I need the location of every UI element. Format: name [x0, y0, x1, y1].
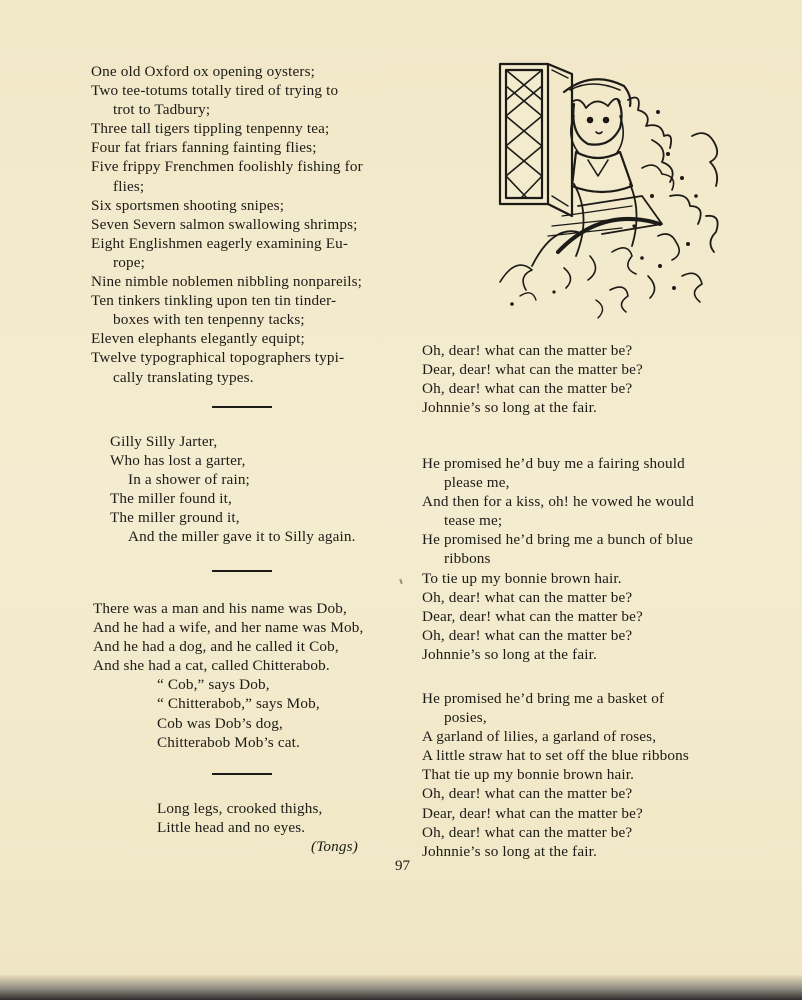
- verse-line: Cob was Dob’s dog,: [157, 714, 283, 732]
- verse-line: please me,: [444, 474, 510, 492]
- scan-bottom-edge: [0, 975, 802, 1000]
- verse-line: Oh, dear! what can the matter be?: [422, 626, 633, 644]
- verse-line: And then for a kiss, oh! he vowed he would: [422, 493, 695, 511]
- section-divider: [212, 570, 272, 572]
- verse-line: Nine nimble noblemen nibbling nonpareils;: [91, 273, 363, 291]
- matter-be-stanza-2: [422, 454, 732, 664]
- verse-line: Three tall tigers tippling tenpenny tea;: [91, 120, 330, 138]
- verse-line: Who has lost a garter,: [110, 452, 246, 470]
- verse-line: flies;: [113, 177, 145, 195]
- verse-line: He promised he’d bring me a basket of: [422, 690, 665, 707]
- matter-be-stanza-3: [422, 689, 732, 861]
- verse-line: In a shower of rain;: [128, 471, 250, 489]
- verse-line: One old Oxford ox opening oysters;: [91, 63, 316, 80]
- verse-line: tease me;: [444, 512, 503, 530]
- verse-line: Long legs, crooked thighs,: [157, 800, 323, 817]
- verse-line: Gilly Silly Jarter,: [110, 433, 218, 450]
- verse-line: Two tee-totums totally tired of trying to: [91, 82, 339, 100]
- verse-line: Seven Severn salmon swallowing shrimps;: [91, 215, 358, 233]
- verse-line: Four fat friars fanning fainting flies;: [91, 139, 317, 157]
- verse-line: Ten tinkers tinkling upon ten tin tinder-: [91, 292, 337, 310]
- verse-line: Oh, dear! what can the matter be?: [422, 588, 633, 606]
- verse-line: Six sportsmen shooting snipes;: [91, 196, 285, 214]
- verse-line: Little head and no eyes.: [157, 819, 306, 837]
- verse-line: Oh, dear! what can the matter be?: [422, 823, 633, 841]
- verse-line: boxes with ten tenpenny tacks;: [113, 311, 305, 329]
- verse-line: That tie up my bonnie brown hair.: [422, 766, 635, 784]
- dob-verse: [93, 599, 398, 752]
- verse-line: And he had a wife, and her name was Mob,: [93, 619, 364, 637]
- verse-line: Oh, dear! what can the matter be?: [422, 785, 633, 803]
- verse-line: ribbons: [444, 550, 491, 568]
- verse-line: He promised he’d bring me a bunch of blue: [422, 531, 694, 549]
- verse-line: Five frippy Frenchmen foolishly fishing for: [91, 158, 363, 176]
- verse-line: “ Chitterabob,” says Mob,: [157, 695, 320, 713]
- verse-line: Eight Englishmen eagerly examining Eu-: [91, 234, 349, 252]
- verse-line: Oh, dear! what can the matter be?: [422, 380, 633, 398]
- verse-line: A little straw hat to set off the blue ribbons: [422, 747, 689, 765]
- verse-line: Johnnie’s so long at the fair.: [422, 645, 597, 663]
- verse-line: cally translating types.: [113, 368, 254, 386]
- verse-line: The miller found it,: [110, 490, 232, 508]
- verse-line: The miller ground it,: [110, 509, 240, 527]
- verse-line: Dear, dear! what can the matter be?: [422, 361, 643, 379]
- gilly-silly-verse: [110, 432, 400, 547]
- verse-line: rope;: [113, 253, 145, 271]
- verse-line: And he had a dog, and he called it Cob,: [93, 638, 339, 656]
- verse-line: There was a man and his name was Dob,: [93, 600, 347, 617]
- page-number: 97: [395, 858, 410, 874]
- verse-line: trot to Tadbury;: [113, 101, 211, 119]
- verse-line: He promised he’d buy me a fairing should: [422, 455, 685, 472]
- verse-line: Chitterabob Mob’s cat.: [157, 733, 300, 751]
- verse-line: Dear, dear! what can the matter be?: [422, 607, 643, 625]
- riddle-answer: (Tongs): [311, 838, 358, 855]
- verse-line: Eleven elephants elegantly equipt;: [91, 330, 305, 348]
- verse-line: To tie up my bonnie brown hair.: [422, 569, 622, 587]
- section-divider: [212, 406, 272, 408]
- tongue-twister-verse: [91, 62, 393, 387]
- verse-line: “ Cob,” says Dob,: [157, 676, 270, 694]
- verse-line: Johnnie’s so long at the fair.: [422, 842, 597, 860]
- verse-line: posies,: [444, 709, 487, 727]
- verse-line: And she had a cat, called Chitterabob.: [93, 657, 330, 675]
- verse-line: And the miller gave it to Silly again.: [128, 528, 356, 546]
- girl-at-window-icon: [492, 56, 728, 326]
- verse-line: Twelve typographical topographers typi-: [91, 349, 345, 367]
- verse-line: A garland of lilies, a garland of roses,: [422, 728, 657, 746]
- verse-line: Johnnie’s so long at the fair.: [422, 399, 597, 417]
- matter-be-stanza-1: [422, 341, 732, 417]
- verse-line: Oh, dear! what can the matter be?: [422, 342, 633, 359]
- tongs-riddle: [93, 799, 398, 837]
- section-divider: [212, 773, 272, 775]
- verse-line: Dear, dear! what can the matter be?: [422, 804, 643, 822]
